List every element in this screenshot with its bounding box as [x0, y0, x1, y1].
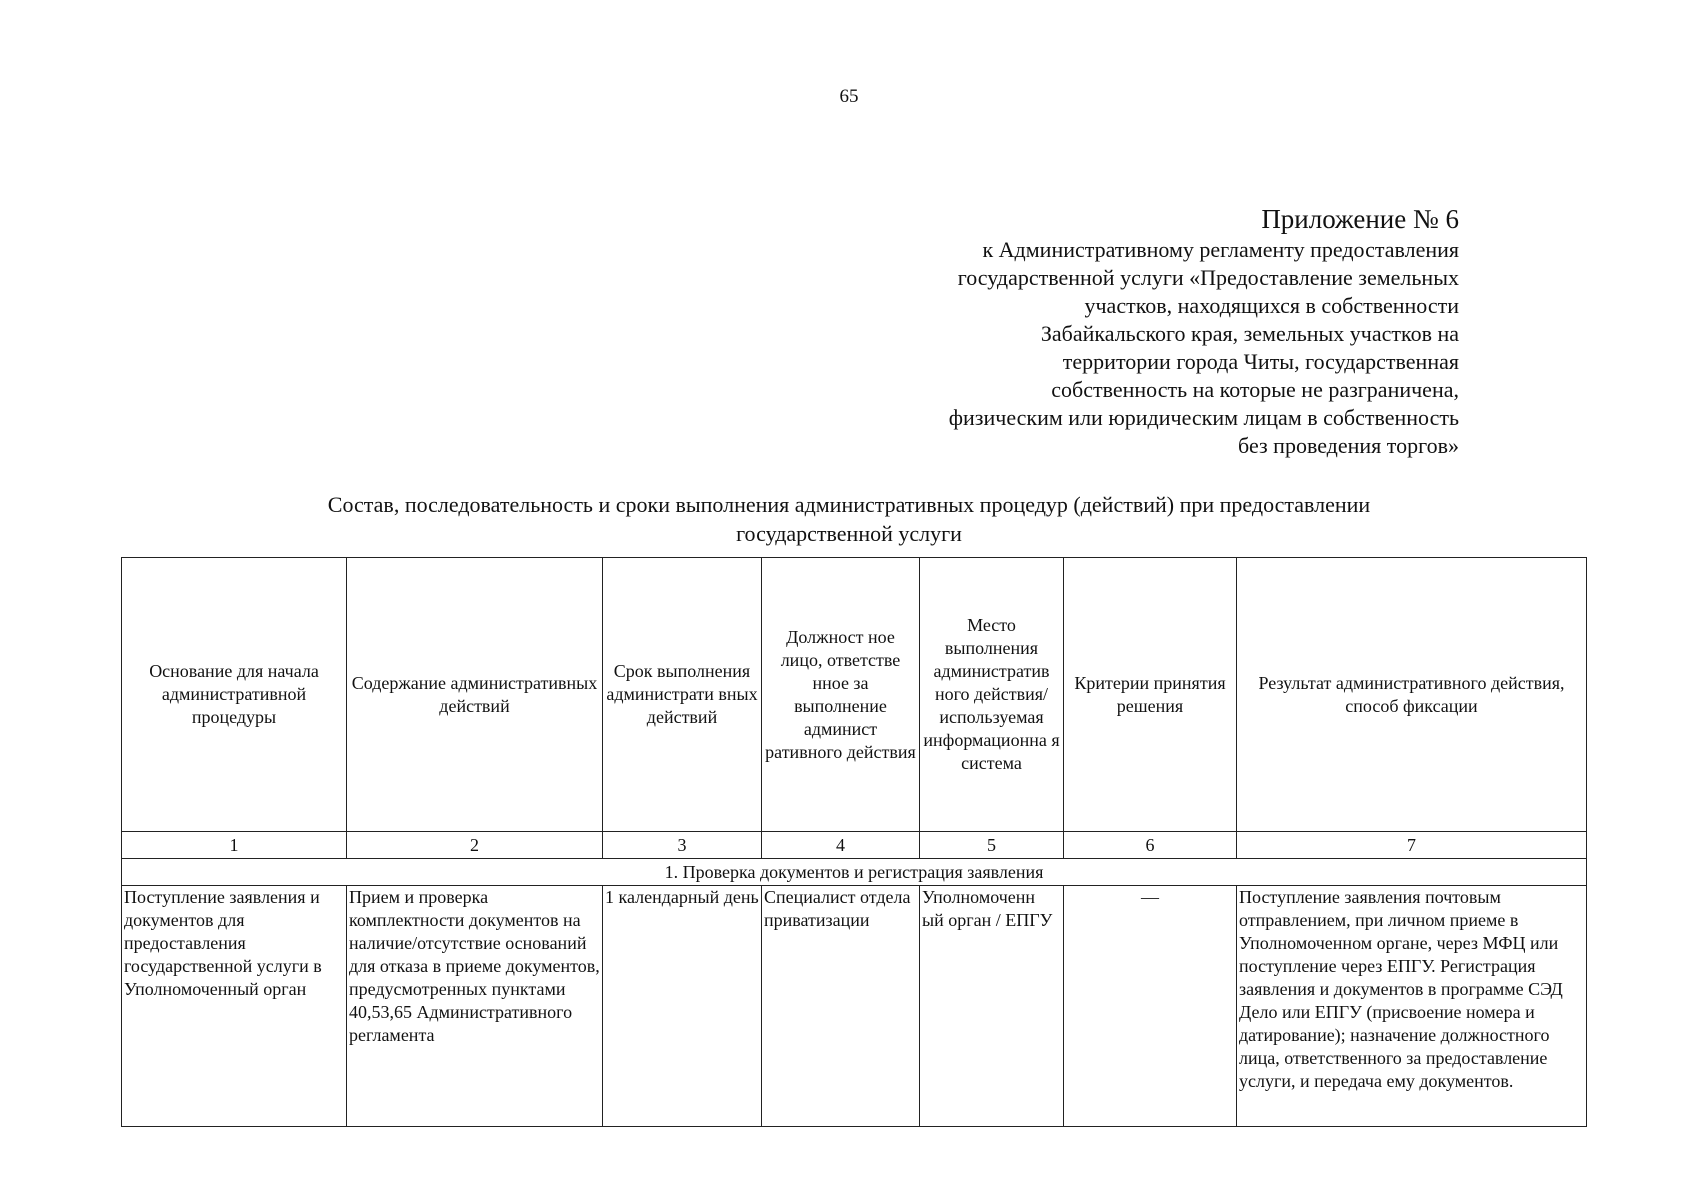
table-cell: Уполномоченн ый орган / ЕПГУ [920, 886, 1064, 1127]
appendix-line: без проведения торгов» [1238, 433, 1459, 458]
table-row [122, 886, 1587, 1127]
section-title: 1. Проверка документов и регистрация заявления [122, 859, 1587, 886]
document-title [0, 490, 1698, 548]
table-cell: Прием и проверка комплектности документов на наличие/отсутствие оснований для отказа в приеме документов, предусмотренных пунктами 40,53,65 Административного регламента [347, 886, 603, 1127]
column-header: Результат административного действия, способ фиксации [1237, 558, 1587, 832]
appendix-line: к Административному регламенту предоставления [982, 237, 1459, 262]
column-number: 7 [1237, 832, 1587, 859]
table-cell: Поступление заявления и документов для предоставления государственной услуги в Уполномоченный орган [122, 886, 347, 1127]
appendix-line: участков, находящихся в собственности [1084, 293, 1459, 318]
appendix-block [819, 202, 1459, 460]
appendix-line: собственность на которые не разграничена, [1051, 377, 1459, 402]
column-number: 3 [603, 832, 762, 859]
procedures-table [121, 557, 1587, 1127]
column-header: Срок выполнения администрати вных действий [603, 558, 762, 832]
table-header-row [122, 558, 1587, 832]
appendix-line: Забайкальского края, земельных участков на [1040, 321, 1459, 346]
page-number: 65 [839, 86, 859, 107]
appendix-line: государственной услуги «Предоставление земельных [957, 265, 1459, 290]
column-number-row [122, 832, 1587, 859]
appendix-line: физическим или юридическим лицам в собственность [948, 405, 1459, 430]
column-header: Основание для начала административной процедуры [122, 558, 347, 832]
table-cell: Специалист отдела приватизации [762, 886, 920, 1127]
column-header: Должност ное лицо, ответстве нное за выполнение админист ративного действия [762, 558, 920, 832]
table-cell: Поступление заявления почтовым отправлением, при личном приеме в Уполномоченном органе, через МФЦ или поступление через ЕПГУ. Регистрация заявления и документов в программе СЭД Дело или ЕПГУ (присвоение номера и датирование); назначение должностного лица, ответственного за предоставление услуги, и передача ему документов. [1237, 886, 1587, 1127]
appendix-title: Приложение № 6 [1261, 204, 1459, 234]
document-title-line: государственной услуги [736, 521, 962, 546]
column-number: 2 [347, 832, 603, 859]
column-number: 1 [122, 832, 347, 859]
column-header: Место выполнения административ ного действия/ используемая информационна я система [920, 558, 1064, 832]
section-row [122, 859, 1587, 886]
document-title-line: Состав, последовательность и сроки выполнения административных процедур (действий) при предоставлении [327, 492, 1371, 517]
column-number: 6 [1064, 832, 1237, 859]
column-number: 5 [920, 832, 1064, 859]
table-cell: — [1064, 886, 1237, 1127]
column-header: Критерии принятия решения [1064, 558, 1237, 832]
column-number: 4 [762, 832, 920, 859]
appendix-line: территории города Читы, государственная [1062, 349, 1459, 374]
column-header: Содержание административных действий [347, 558, 603, 832]
table-cell: 1 календарный день [603, 886, 762, 1127]
